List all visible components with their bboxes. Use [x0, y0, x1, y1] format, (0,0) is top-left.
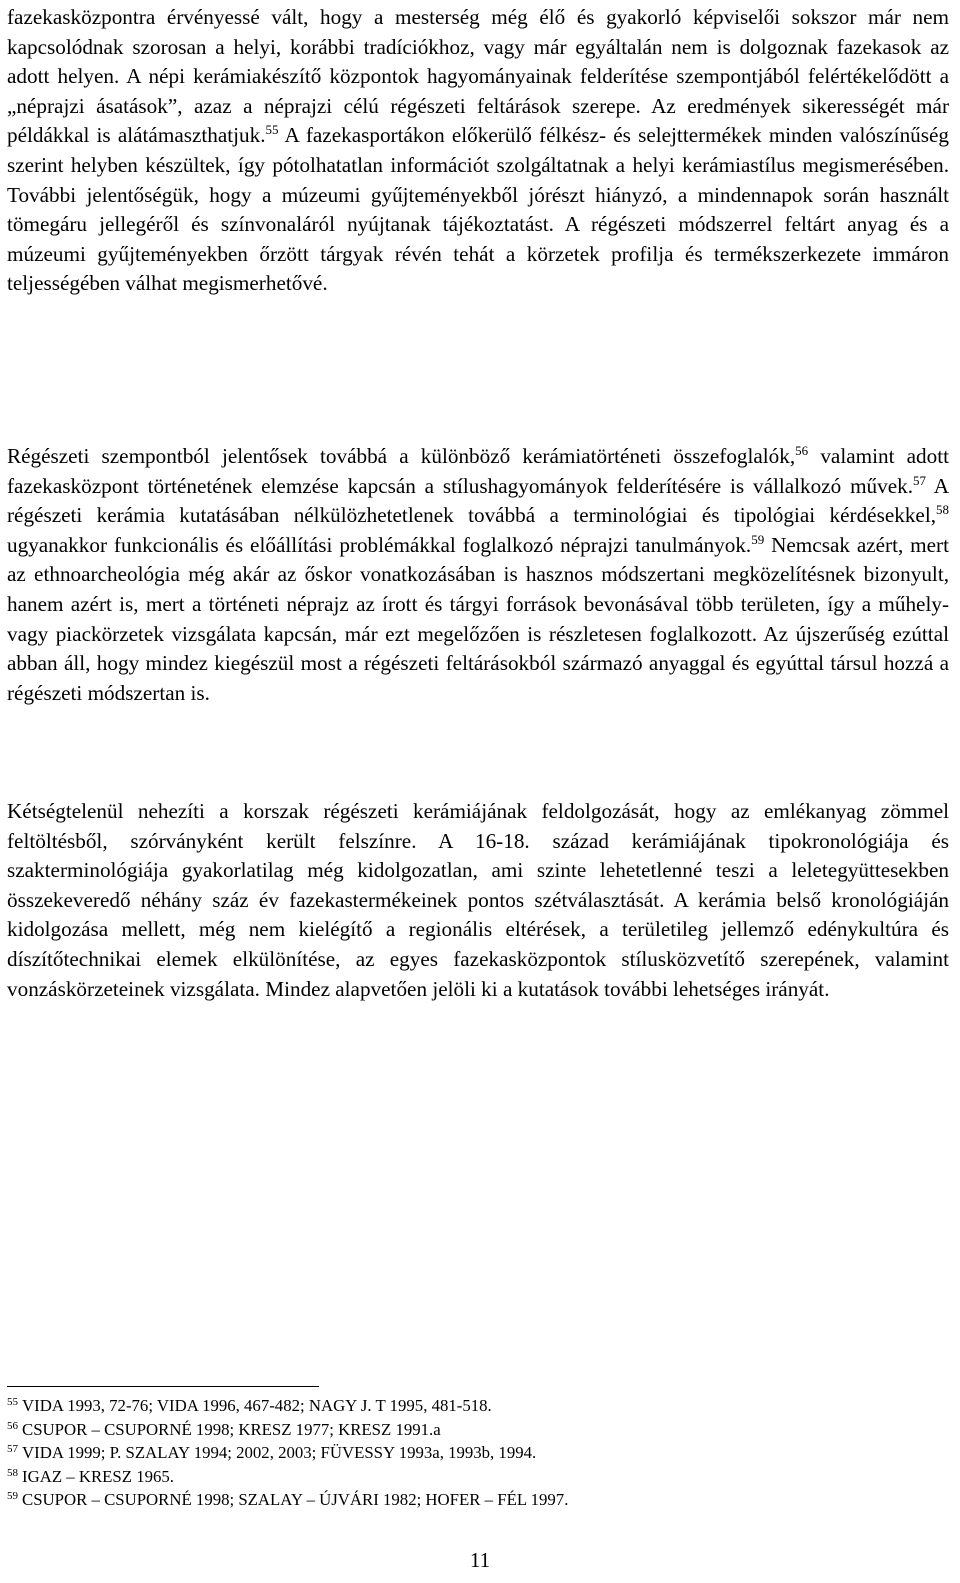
paragraph-2-text-b: valamint adott fazekasközpont történetének elemzése kapcsán a stílushagyományok felderítésére is vállalkozó művek. — [7, 444, 949, 498]
footnote-number: 55 — [7, 1396, 18, 1408]
footnote-59 — [7, 1488, 949, 1512]
footnote-ref-58[interactable]: 58 — [936, 502, 949, 518]
footnote-text: IGAZ – KRESZ 1965. — [22, 1466, 174, 1486]
paragraph-2-text-e: Nemcsak azért, mert az ethnoarcheológia még akár az őskor vonatkozásában is hasznos módszertani megközelítésnek bizonyult, hanem azért is, mert a történeti néprajz az írott és tárgyi források bevonásával több területen, így a műhely- vagy piackörzetek vizsgálata kapcsán, már ezt megelőzően is részletesen foglalkozott. Az újszerűség ezúttal abban áll, hogy mindez kiegészül most a régészeti feltárásokból származó anyaggal és egyúttal társul hozzá a régészeti módszertan is. — [7, 532, 949, 705]
paragraph-2-text-a: Régészeti szempontból jelentősek továbbá a különböző kerámiatörténeti összefoglalók, — [7, 444, 796, 468]
footnote-number: 59 — [7, 1490, 18, 1503]
footnote-56 — [7, 1418, 949, 1442]
page-number: 11 — [469, 1548, 491, 1572]
footnote-55 — [7, 1394, 949, 1418]
footnote-text: CSUPOR – CSUPORNÉ 1998; SZALAY – ÚJVÁRI 1982; HOFER – FÉL 1997. — [22, 1490, 569, 1510]
footnote-separator — [7, 1386, 319, 1387]
footnote-text: VIDA 1993, 72-76; VIDA 1996, 467-482; NAGY J. T 1995, 481-518. — [22, 1396, 492, 1415]
footnote-58 — [7, 1465, 949, 1489]
paragraph-1-text-a: fazekasközpontra érvényessé vált, hogy a mesterség még élő és gyakorló képviselői sokszor már nem kapcsolódnak szorosan a helyi, korábbi tradíciókhoz, vagy már egyáltalán nem is dolgoznak fazekasok az adott helyen. A népi kerámiakészítő központok hagyományainak felderítése szempontjából felértékelődött a „néprajzi ásatások”, azaz a néprajzi célú régészeti feltárások szerepe. Az eredmények sikerességét már példákkal is alátámaszthatjuk. — [7, 5, 949, 148]
footnote-ref-56[interactable]: 56 — [795, 443, 809, 458]
footnote-ref-59[interactable]: 59 — [751, 531, 765, 547]
paragraph-2 — [7, 442, 949, 708]
footnote-number: 58 — [7, 1466, 18, 1479]
footnotes — [7, 1394, 949, 1512]
footnote-number: 57 — [7, 1443, 18, 1456]
paragraph-2-text-d: ugyanakkor funkcionális és előállítási problémákkal foglalkozó néprajzi tanulmányok. — [7, 532, 752, 557]
footnote-57 — [7, 1441, 949, 1465]
footnote-ref-55[interactable]: 55 — [265, 122, 279, 138]
paragraph-2-text-c: A régészeti kerámia kutatásában nélkülözhetetlenek továbbá a terminológiai és tipológiai kérdésekkel, — [7, 473, 949, 528]
paragraph-1 — [7, 3, 949, 299]
paragraph-3: Kétségtelenül nehezíti a korszak régészeti kerámiájának feldolgozását, hogy az emlékanyag zömmel feltöltésből, szórványként került felszínre. A 16-18. század kerámiájának tipokronológiája és szakterminológiája gyakorlatilag még kidolgozatlan, ami szinte lehetetlenné teszi a leletegyüttesekben összekeveredő néhány száz év fazekastermékeinek pontos szétválasztását. A kerámia belső kronológiáján kidolgozása mellett, még nem kielégítő a regionális eltérések, a területileg jellemző edénykultúra és díszítőtechnikai elemek elkülönítése, az egyes fazekasközpontok stílusközvetítő szerepének, valamint vonzáskörzeteinek vizsgálata. Mindez alapvetően jelöli ki a kutatások további lehetséges irányát. — [7, 799, 949, 1001]
footnote-number: 56 — [7, 1419, 18, 1432]
paragraph-1-text-b: A fazekasportákon előkerülő félkész- és selejttermékek minden valószínűség szerint helyben készültek, így pótolhatatlan információt szolgáltatnak a helyi kerámiastílus megismerésében. További jelentőségük, hogy a múzeumi gyűjteményekből jórészt hiányzó, a mindennapok során használt tömegáru jellegéről és színvonaláról nyújtanak tájékoztatást. A régészeti módszerrel feltárt anyag és a múzeumi gyűjteményekben őrzött tárgyak révén tehát a körzetek profilja és termékszerkezete immáron teljességében válhat megismerhetővé. — [7, 123, 949, 296]
footnote-ref-57[interactable]: 57 — [913, 472, 927, 488]
footnote-text: VIDA 1999; P. SZALAY 1994; 2002, 2003; FÜVESSY 1993a, 1993b, 1994. — [22, 1443, 537, 1463]
footnote-text: CSUPOR – CSUPORNÉ 1998; KRESZ 1977; KRESZ 1991.a — [22, 1419, 441, 1439]
